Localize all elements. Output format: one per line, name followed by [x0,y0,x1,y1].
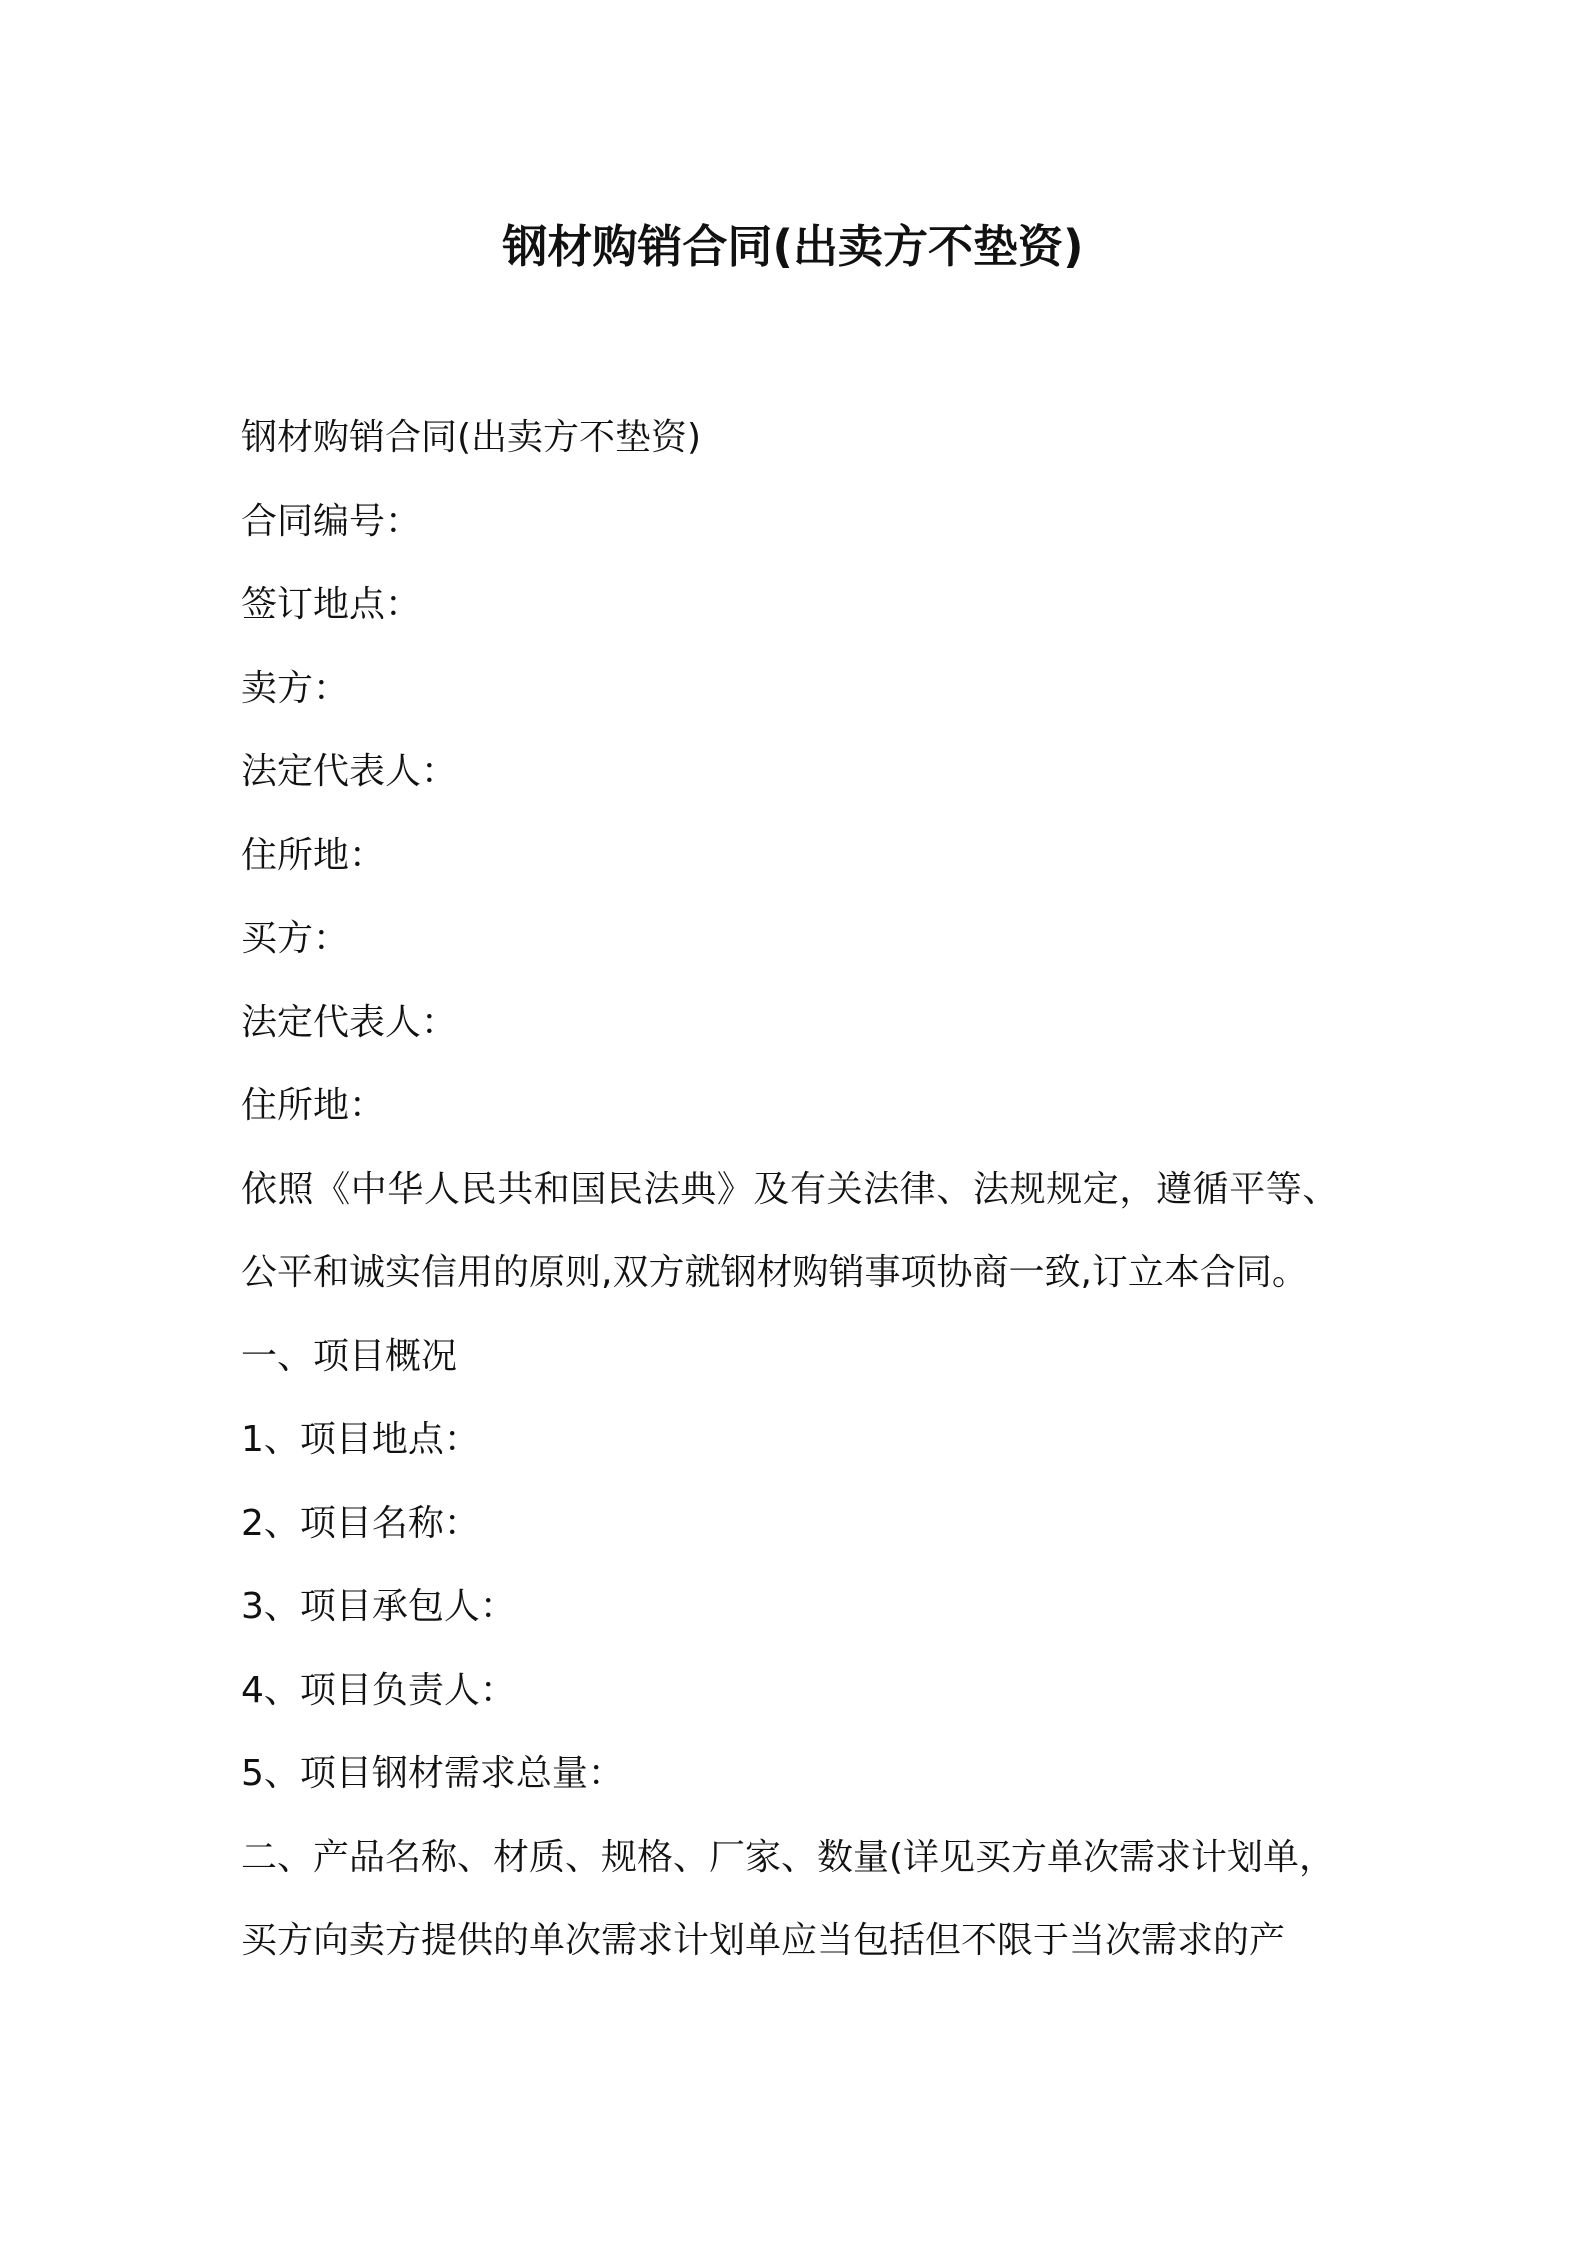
body-line-seller-legal-rep: 法定代表人： [241,751,458,792]
body-line-project-location: 1、项目地点： [241,1419,480,1460]
body-line-contract-number: 合同编号： [241,500,422,542]
document-body [241,403,1361,1990]
body-line-signing-place: 签订地点： [241,584,422,625]
body-line-buyer-address: 住所地： [241,1085,386,1126]
document-title: 钢材购销合同(出卖方不垫资) [502,220,1084,273]
body-line-steel-demand-total: 5、项目钢材需求总量： [241,1753,624,1794]
body-line-preamble-1: 依照《中华人民共和国民法典》及有关法律、法规规定，遵循平等、 [241,1168,1340,1210]
body-line-buyer-legal-rep: 法定代表人： [241,1001,458,1043]
section-heading-project-overview: 一、项目概况 [241,1335,458,1377]
body-line-seller-address: 住所地： [241,834,386,876]
body-line-preamble-2: 公平和诚实信用的原则,双方就钢材购销事项协商一致,订立本合同。 [241,1252,1308,1293]
body-line-subtitle: 钢材购销合同(出卖方不垫资) [241,417,702,458]
body-line-project-manager: 4、项目负责人： [241,1669,516,1711]
section-heading-product-details: 二、产品名称、材质、规格、厂家、数量(详见买方单次需求计划单， [241,1836,1336,1878]
body-line-seller: 卖方： [241,667,350,709]
body-line-demand-plan: 买方向卖方提供的单次需求计划单应当包括但不限于当次需求的产 [241,1920,1286,1961]
body-line-buyer: 买方： [241,918,350,959]
body-line-project-contractor: 3、项目承包人： [241,1586,516,1627]
body-line-project-name: 2、项目名称： [241,1502,480,1544]
